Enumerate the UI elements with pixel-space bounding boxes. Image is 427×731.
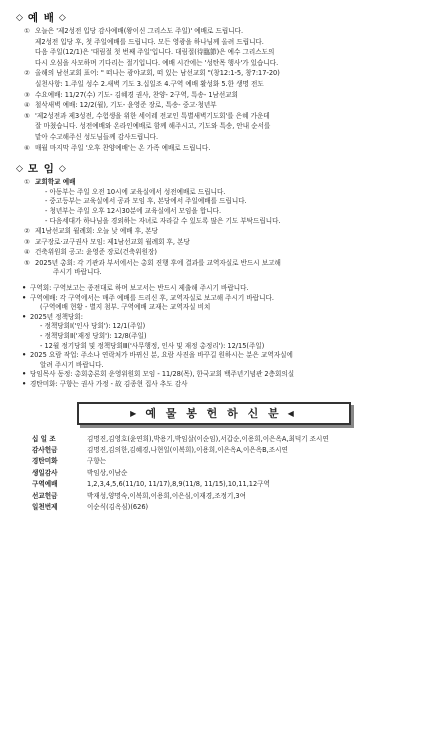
- diamond-icon: ◇: [16, 163, 24, 174]
- sub-item: 주시기 바랍니다.: [53, 268, 102, 277]
- item-text: 다음 주일(12/1)은 '대림절 첫 번째 주일'입니다. 대림절(待臨節)은 예수 그리스도의: [35, 48, 275, 57]
- donation-title: 예 물 봉 헌 하 신 분: [145, 407, 282, 421]
- item-text: 제1남선교회 월례회: 오늘 낮 예배 후, 본당: [35, 227, 159, 236]
- item-text: 건축위원회 공고: 윤영준 장로(건축위원장): [35, 248, 157, 257]
- worship-item: [24, 144, 417, 154]
- notice-text: 당임목사 동정: 총회총론회 운영위원회 모임 - 11/28(목), 한국교회 백주년기념관 2층회의실: [30, 370, 295, 379]
- item-number: [24, 59, 35, 69]
- item-text: 다시 오심을 사모하며 기다리는 절기입니다. 예배 시간에는 '성탄목 행사'가 있습니다.: [35, 58, 279, 67]
- notice-item: [22, 351, 417, 370]
- donation-value: 박임상,이남순: [87, 468, 128, 477]
- donation-value: 구향는: [87, 457, 107, 466]
- notice-text: 구역예배: 각 구역에서는 매주 예배를 드리신 후, 교역자실로 보고해 주시기 바랍니다.: [30, 293, 274, 302]
- notice-sub: - 정책당회Ⅱ('재정 당회'): 12/8(주일): [40, 332, 147, 341]
- item-text: 맡아 수고해주신 성도님들께 감사드립니다.: [35, 132, 159, 141]
- sub-item: - 중고등부는 교육실에서 공과 모임 후, 본당에서 주일예배를 드립니다.: [45, 197, 247, 206]
- donation-label: 십 일 조: [32, 434, 56, 443]
- bullet-icon: •: [22, 380, 27, 388]
- donation-row: [32, 435, 417, 444]
- donation-row: [32, 492, 417, 501]
- notice-text: 구역회: 구역보고는 종전대로 하며 보고서는 반드시 제출해 주시기 바랍니다.: [30, 284, 249, 293]
- donation-label: 경탄미화: [32, 457, 58, 466]
- gathering-title: 모 임: [27, 163, 55, 176]
- donation-label: 구역예배: [32, 480, 58, 489]
- notice-text-wrap: [30, 380, 417, 390]
- worship-item: [24, 38, 417, 48]
- item-number: ④: [24, 248, 30, 257]
- donation-label: 선교헌금: [32, 491, 58, 500]
- worship-item: [24, 69, 417, 79]
- sub-item: - 다음세대가 하나님을 경외하는 자녀로 자라갈 수 있도록 많은 기도 부탁드립니다.: [45, 216, 281, 225]
- donation-value: 이순식(김옥심)(626): [87, 503, 149, 512]
- donation-value: 김명진,김의한,김혜경,나현일(이복희),이용희,이은옥A,이은옥B,조시연: [87, 446, 288, 454]
- notice-sub: 알려 주시기 바랍니다.: [40, 360, 104, 369]
- notice-sub: - 정책당회Ⅰ('인사 당회'): 12/1(주일): [40, 322, 146, 331]
- notice-text: 경탄미화: 구향는 권사 가정 - 故 김종현 집사 추도 감사: [30, 380, 188, 388]
- notice-text-wrap: [30, 284, 417, 294]
- sub-item: - 아동부는 주일 오전 10시에 교육실에서 성전예배로 드립니다.: [45, 187, 226, 196]
- gathering-list: [10, 178, 417, 278]
- gathering-item: [24, 227, 417, 237]
- donation-row: [32, 457, 417, 466]
- item-text-wrap: [35, 227, 417, 237]
- notice-text-wrap: [30, 351, 417, 370]
- item-text: 잘 마쳤습니다. 성전예배와 온라인예배로 함께 해주시고, 기도와 특송, 안내 순서를: [35, 122, 271, 131]
- notice-sub: - 12월 정기당회 및 정책당회Ⅲ('사무행정, 인사 및 재정 총정리'): 12/15(주일): [40, 341, 265, 350]
- item-text: 제2성전 입당 후, 첫 주일예배를 드립니다. 모든 영광을 하나님께 올려 드립니다.: [35, 37, 264, 46]
- item-text: 철삭새벽 예배: 12/2(월), 기도- 윤영준 장로, 특송- 중고·청년부: [35, 101, 217, 110]
- item-number: ④: [24, 101, 30, 110]
- item-number: [24, 133, 35, 143]
- item-text-wrap: [35, 259, 417, 278]
- gathering-section-title: [16, 161, 417, 176]
- item-number: [24, 48, 35, 58]
- donation-label: 생일감사: [32, 468, 58, 477]
- item-number: ②: [24, 69, 30, 78]
- notice-text-wrap: [30, 294, 417, 313]
- item-number: ②: [24, 227, 30, 236]
- item-number: [24, 122, 35, 132]
- item-text-wrap: [35, 248, 417, 258]
- item-text: '제2성전과 제3성전, 수험생을 위한 세이레 전교인 특별새벽기도회'를 은혜 가운데: [35, 111, 270, 120]
- item-number: ③: [24, 90, 30, 99]
- donation-row: [32, 469, 417, 478]
- item-number: ①: [24, 178, 30, 187]
- donation-row: [32, 446, 417, 455]
- bullet-icon: •: [22, 351, 27, 360]
- item-number: ①: [24, 27, 30, 35]
- donation-value: 1,2,3,4,5,6(11/10, 11/17),8,9(11/8, 11/15),10,11,12구역: [87, 480, 270, 489]
- item-number: [24, 80, 35, 90]
- donation-title-box: [77, 402, 351, 425]
- gathering-item: [24, 238, 417, 248]
- worship-item: [24, 133, 417, 143]
- item-text-wrap: [35, 238, 417, 248]
- item-number: [24, 38, 35, 48]
- diamond-icon: ◇: [16, 12, 24, 23]
- donation-row: [32, 480, 417, 489]
- notice-sub: (구역예배 현황 - 별지 첨부. 구역예배 교재는 교역자실 비치: [40, 303, 211, 312]
- notice-list: [22, 284, 417, 390]
- worship-item: [24, 80, 417, 90]
- bullet-icon: •: [22, 293, 27, 302]
- worship-item: [24, 59, 417, 69]
- worship-list: [10, 27, 417, 153]
- gathering-item: [24, 248, 417, 258]
- gathering-item: [24, 178, 417, 226]
- donation-value: 박재성,양명숙,이복희,이용희,이은심,이재경,조정기,3여: [87, 491, 246, 500]
- notice-item: [22, 380, 417, 390]
- item-text: 올해의 남선교회 표어: " 떠나는 광야교회, 떠 있는 남선교회 "(창12:1-5, 창7:17-20): [35, 69, 280, 78]
- worship-item: [24, 48, 417, 58]
- diamond-icon: ◇: [58, 163, 67, 174]
- bullet-icon: •: [22, 284, 27, 293]
- item-text: 교구장로·교구권사 모임: 제1남선교회 월례회 후, 본당: [35, 237, 190, 246]
- worship-section-title: [16, 10, 417, 25]
- notice-item: [22, 294, 417, 313]
- triangle-right-icon: ▶: [130, 408, 140, 418]
- item-number: ③: [24, 237, 30, 246]
- item-text: 실천사항: 1.주일 성수 2.새벽 기도 3.십일조 4.구역 예배 활성화 5.한 생명 전도: [35, 79, 264, 88]
- item-text-wrap: [35, 178, 417, 226]
- notice-item: [22, 313, 417, 351]
- donation-value: 김명진,김영호(윤연희),박용기,박임살(이순임),서갑순,이용희,이은옥A,최덕기 조시연: [87, 434, 329, 443]
- item-number: ⑥: [24, 143, 30, 152]
- donation-label: 감사헌금: [32, 446, 58, 454]
- notice-text-wrap: [30, 370, 417, 380]
- notice-item: [22, 370, 417, 380]
- worship-item: [24, 27, 417, 37]
- sub-item: - 청년부는 주일 오후 12시30분에 교육실에서 모임을 합니다.: [45, 206, 222, 215]
- item-text: 수요예배: 11/27(수) 기도- 김혜경 권사, 찬양- 2구역, 특송- 1남선교회: [35, 90, 238, 99]
- item-text: 2025년 총회: 각 기관과 부서에서는 총회 진행 후에 결과를 교역자실로 반드시 보고해: [35, 258, 281, 267]
- triangle-left-icon: ◀: [287, 408, 297, 418]
- gathering-item: [24, 259, 417, 278]
- item-text: 매월 마지막 주일 '오후 찬양예배'는 온 가족 예배로 드립니다.: [35, 143, 211, 152]
- donation-table: [32, 435, 417, 513]
- worship-item: [24, 112, 417, 122]
- notice-text-wrap: [30, 313, 417, 351]
- diamond-icon: ◇: [58, 12, 67, 23]
- worship-item: [24, 122, 417, 132]
- notice-item: [22, 284, 417, 294]
- notice-text: 2025년 정책당회:: [30, 312, 83, 321]
- worship-item: [24, 101, 417, 111]
- donation-label: 일천번제: [32, 503, 58, 512]
- bullet-icon: •: [22, 370, 27, 379]
- bullet-icon: •: [22, 312, 27, 321]
- notice-text: 2025 요람 작업: 주소나 연락처가 바뀌신 분, 요람 사진을 바꾸길 원하시는 분은 교역자실에: [30, 351, 293, 360]
- item-number: ⑤: [24, 111, 30, 120]
- worship-item: [24, 91, 417, 101]
- worship-title: 예 배: [27, 12, 55, 24]
- item-number: ⑤: [24, 258, 30, 267]
- donation-row: [32, 503, 417, 512]
- item-text: 교회학교 예배: [35, 178, 76, 187]
- item-text: 오늘은 '제2성전 입당 감사예배(왕이신 그리스도 주일)' 예배로 드립니다.: [35, 27, 244, 35]
